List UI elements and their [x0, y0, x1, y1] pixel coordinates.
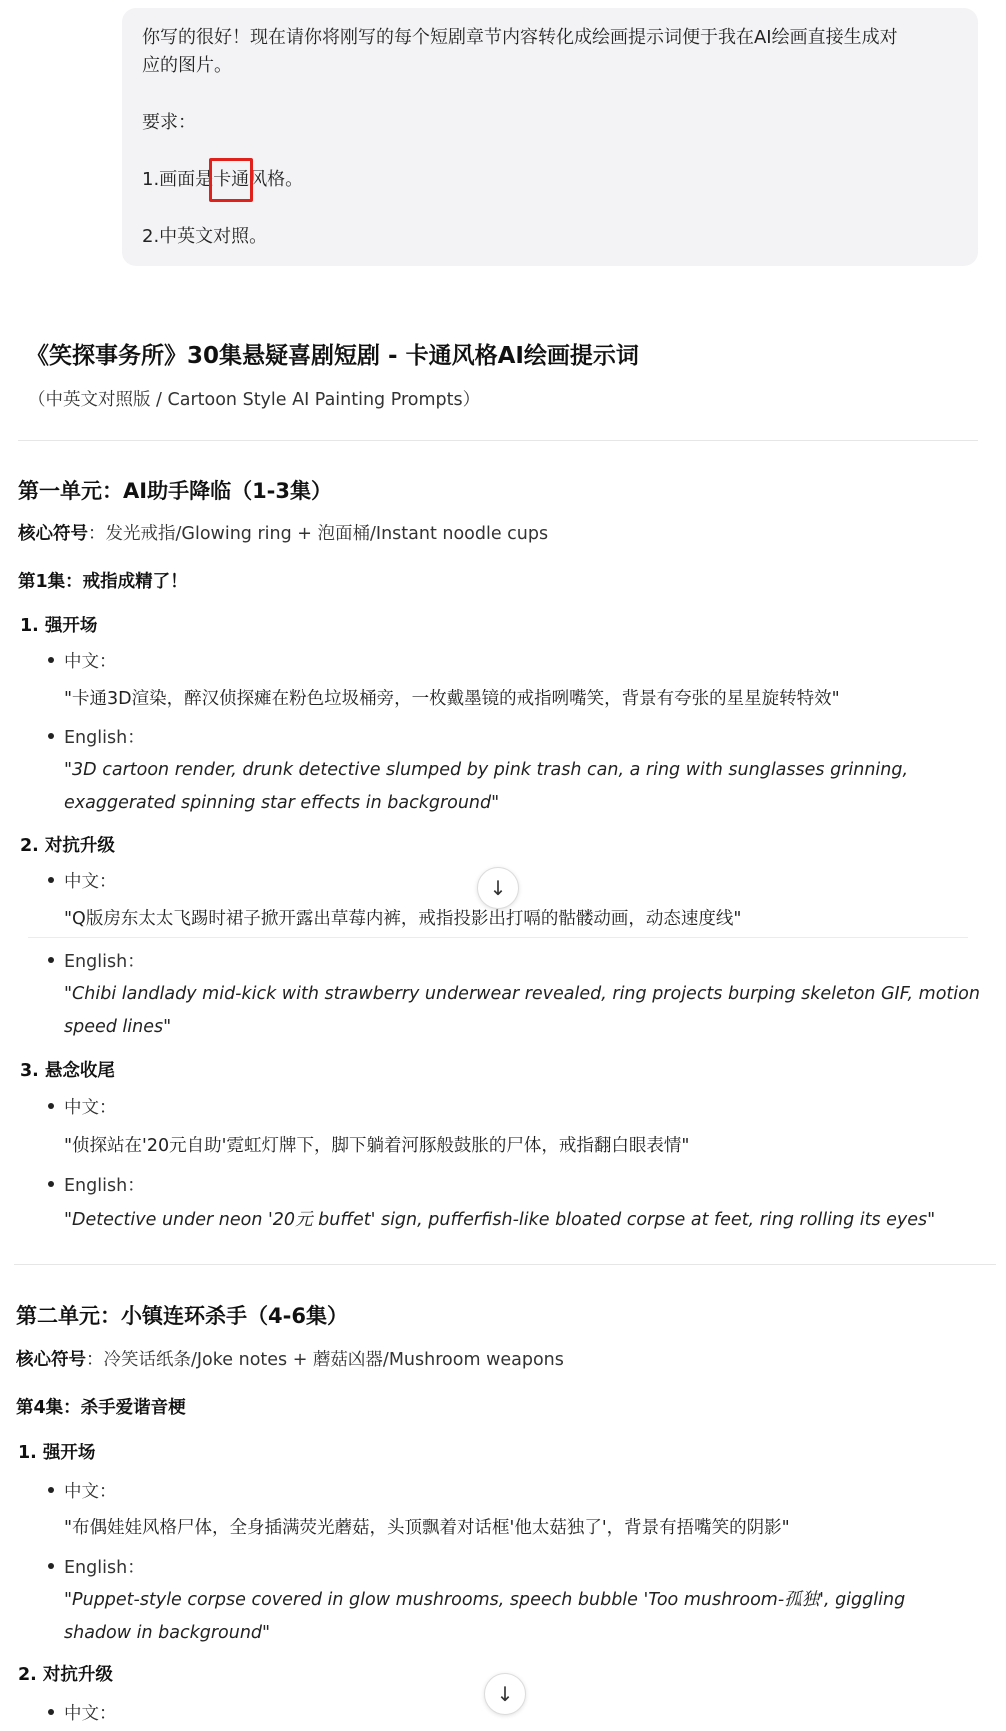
- prompt-cn: "侦探站在'20元自助'霓虹灯牌下，脚下躺着河豚般鼓胀的尸体，戒指翻白眼表情": [64, 1136, 690, 1156]
- unit-heading: 第一单元：AI助手降临（1-3集）: [18, 479, 333, 503]
- bullet-icon: [48, 733, 54, 739]
- section-title: 2. 对抗升级: [20, 836, 115, 856]
- en-label: English：: [64, 1558, 145, 1578]
- en-label: English：: [64, 952, 145, 972]
- section-title: 2. 对抗升级: [18, 1665, 113, 1685]
- requirement-1-prefix: 1.画面是: [142, 169, 214, 190]
- scroll-down-button[interactable]: [477, 867, 519, 909]
- core-symbol-label: 核心符号: [18, 524, 88, 544]
- scroll-down-button[interactable]: [484, 1673, 526, 1715]
- divider: [28, 937, 968, 938]
- arrow-down-icon: ↓: [496, 1682, 514, 1706]
- section-title: 1. 强开场: [18, 1443, 96, 1463]
- prompt-en: "3D cartoon render, drunk detective slumped by pink trash can, a ring with sunglasses grinning, exaggerated spinning star effects in background": [64, 760, 909, 813]
- divider: [18, 440, 978, 441]
- user-message-bubble: [122, 8, 978, 266]
- list-item: [48, 724, 145, 749]
- bullet-icon: [48, 657, 54, 663]
- core-symbol-value: ：发光戒指/Glowing ring + 泡面桶/Instant noodle cups: [88, 524, 549, 544]
- en-label: English：: [64, 728, 145, 748]
- document-subtitle: （中英文对照版 / Cartoon Style AI Painting Prompts）: [28, 390, 481, 410]
- highlight-box: [213, 166, 249, 194]
- core-symbol-value: ：冷笑话纸条/Joke notes + 蘑菇凶器/Mushroom weapons: [86, 1350, 564, 1370]
- divider: [14, 1264, 996, 1265]
- core-symbol: [16, 1346, 564, 1371]
- section-title: 3. 悬念收尾: [20, 1061, 115, 1081]
- core-symbol: [18, 520, 548, 545]
- requirement-1-suffix: 风格。: [249, 169, 304, 190]
- cn-label: 中文：: [64, 1098, 117, 1118]
- en-label: English：: [64, 1176, 145, 1196]
- list-item: [48, 868, 117, 893]
- bullet-icon: [48, 957, 54, 963]
- requirement-1: [142, 166, 958, 194]
- core-symbol-label: 核心符号: [16, 1350, 86, 1370]
- document-title: 《笑探事务所》30集悬疑喜剧短剧 - 卡通风格AI绘画提示词: [26, 343, 639, 369]
- list-item: [48, 1554, 145, 1579]
- episode-title: 第4集：杀手爱谐音梗: [16, 1398, 186, 1418]
- cn-label: 中文：: [64, 1482, 117, 1502]
- list-item: [48, 648, 117, 673]
- bullet-icon: [48, 1563, 54, 1569]
- requirements-label: 要求：: [142, 112, 196, 133]
- cn-label: 中文：: [64, 872, 117, 892]
- list-item: [48, 1172, 145, 1197]
- user-message-line: 应的图片。: [142, 55, 232, 76]
- section-title: 1. 强开场: [20, 616, 98, 636]
- requirement-2: 2.中英文对照。: [142, 226, 268, 247]
- bullet-icon: [48, 1709, 54, 1715]
- list-item: [48, 1094, 117, 1119]
- highlight-text: 卡通: [213, 169, 250, 190]
- list-item: [48, 1700, 117, 1725]
- user-message-line: 你写的很好！现在请你将刚写的每个短剧章节内容转化成绘画提示词便于我在AI绘画直接生成对: [142, 27, 898, 48]
- prompt-en: "Puppet-style corpse covered in glow mushrooms, speech bubble 'Too mushroom-孤独', giggling shadow in background": [64, 1590, 906, 1643]
- bullet-icon: [48, 1181, 54, 1187]
- prompt-cn: "Q版房东太太飞踢时裙子掀开露出草莓内裤，戒指投影出打嗝的骷髅动画，动态速度线": [64, 909, 742, 929]
- episode-title: 第1集：戒指成精了！: [18, 572, 188, 592]
- prompt-en: "Chibi landlady mid-kick with strawberry underwear revealed, ring projects burping skeleton GIF, motion speed lines": [64, 984, 980, 1037]
- bullet-icon: [48, 1487, 54, 1493]
- bullet-icon: [48, 877, 54, 883]
- cn-label: 中文：: [64, 1704, 117, 1724]
- prompt-cn: "卡通3D渲染，醉汉侦探瘫在粉色垃圾桶旁，一枚戴墨镜的戒指咧嘴笑，背景有夸张的星星旋转特效": [64, 689, 840, 709]
- prompt-cn: "布偶娃娃风格尸体，全身插满荧光蘑菇，头顶飘着对话框'他太菇独了'，背景有捂嘴笑的阴影": [64, 1518, 790, 1538]
- unit-heading: 第二单元：小镇连环杀手（4-6集）: [16, 1304, 348, 1328]
- list-item: [48, 1478, 117, 1503]
- cn-label: 中文：: [64, 652, 117, 672]
- list-item: [48, 948, 145, 973]
- arrow-down-icon: ↓: [489, 876, 507, 900]
- bullet-icon: [48, 1103, 54, 1109]
- prompt-en: "Detective under neon '20元 buffet' sign, pufferfish-like bloated corpse at feet, ring rolling its eyes": [64, 1210, 936, 1230]
